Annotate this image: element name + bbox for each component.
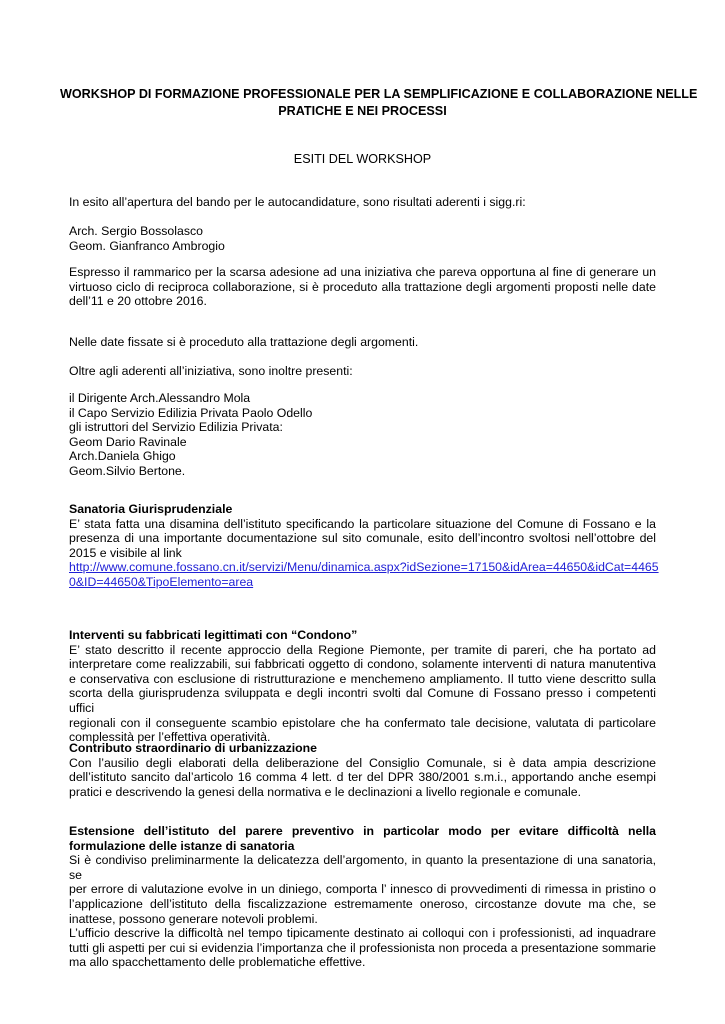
section-condono: Interventi su fabbricati legittimati con “Condono” E’ stato descritto il recente approccio della Regione Piemonte, per tramite di pareri, che ha portato ad interpretare come realizzabili, sui fabbricati oggetto di condono, solamente interventi di natura manutentiva e conservativa con esclusione di ristrutturazione e menchemeno ampliamento. Il tutto viene descritto sulla scorta della giurisprudenza sviluppata e degli incontri svolti dal Comune di Fossano presso i competenti uffici regionali con il conseguente scambio epistolare che ha confermato tale decisione, valutata di particolare complessità per l’effettiva operatività. xyxy=(69,628,656,745)
section-heading: Sanatoria Giurisprudenziale xyxy=(69,502,233,516)
section-heading: Contributo straordinario di urbanizzazione xyxy=(69,741,317,755)
section-heading: Interventi su fabbricati legittimati con “Condono” xyxy=(69,628,358,642)
section-sanatoria: Sanatoria Giurisprudenziale E’ stata fatta una disamina dell’istituto specificando la particolare situazione del Comune di Fossano e la presenza di una importante documentazione sul sito comunale, esito dell’incontro svoltosi nell’ottobre del 2015 e visibile al link http://www.comune.fossano.cn.it/servizi/Menu/dinamica.aspx?idSezione=17150&idArea=44650&idCat=4465 0&ID=44650&TipoElemento=area xyxy=(69,502,659,589)
fossano-link[interactable]: http://www.comune.fossano.cn.it/servizi/Menu/dinamica.aspx?idSezione=17150&idArea=44650&idCat=4465 0&ID=44650&TipoElemento=area xyxy=(69,560,659,589)
section-heading-cont: formulazione delle istanze di sanatoria xyxy=(69,838,295,853)
intro-paragraph: In esito all’apertura del bando per le autocandidature, sono risultati aderenti i sigg.ri: xyxy=(69,195,526,209)
attendee-item: gli istruttori del Servizio Edilizia Privata: xyxy=(69,420,283,435)
regret-paragraph: Espresso il rammarico per la scarsa adesione ad una iniziativa che pareva opportuna al fine di generare un virtuoso ciclo di reciproca collaborazione, si è proceduto alla trattazione degli argomenti proposti nelle date dell’11 e 20 ottobre 2016. xyxy=(69,265,656,309)
others-intro: Oltre agli aderenti all’iniziativa, sono inoltre presenti: xyxy=(69,364,353,378)
adherent-item: Arch. Sergio Bossolasco xyxy=(69,224,203,238)
section-heading: Estensione dell’istituto del parere preventivo in particolar modo per evitare difficoltà nella xyxy=(69,824,656,838)
section-parere-preventivo: Estensione dell’istituto del parere preventivo in particolar modo per evitare difficoltà nella formulazione delle istanze di sanatoria Si è condiviso preliminarmente la delicatezza dell’argomento, in quanto la presentazione di una sanatoria, se per errore di valutazione evolve in un diniego, comporta l’ innesco di provvedimenti di rimessa in pristino o l’applicazione dell’istituto della fiscalizzazione estremamente oneroso, circostanze dovute ma che, se inattese, possono generare notevoli problemi. L’ufficio descrive la difficoltà nel tempo tipicamente destinato ai colloqui con i professionisti, ad inquadrare tutti gli aspetti per cui si evidenzia l’importanza che il professionista non proceda a presentazione sommarie ma allo spacchettamento delle problematiche effettive. xyxy=(69,824,656,970)
attendee-item: il Capo Servizio Edilizia Privata Paolo Odello xyxy=(69,405,313,420)
document-title: WORKSHOP DI FORMAZIONE PROFESSIONALE PER LA SEMPLIFICAZIONE E COLLABORAZIONE NELLE PRATICHE E NEI PROCESSI xyxy=(60,87,698,118)
section-contributo: Contributo straordinario di urbanizzazione Con l’ausilio degli elaborati della deliberazione del Consiglio Comunale, si è data ampia descrizione dell’istituto sancito dal’articolo 16 comma 4 lett. d ter del DPR 380/2001 s.m.i., apportando anche esempi pratici e descrivendo la genesi della normativa e le declinazioni a livello regionale e comunale. xyxy=(69,741,656,799)
attendee-item: Geom.Silvio Bertone. xyxy=(69,463,186,478)
attendee-item: Arch.Daniela Ghigo xyxy=(69,449,176,464)
adherents-list xyxy=(69,224,656,253)
attendees-list xyxy=(69,391,656,479)
attendee-item: Geom Dario Ravinale xyxy=(69,434,187,449)
document-subtitle: ESITI DEL WORKSHOP xyxy=(293,152,432,166)
adherent-item: Geom. Gianfranco Ambrogio xyxy=(69,238,225,253)
attendee-item: il Dirigente Arch.Alessandro Mola xyxy=(69,391,251,405)
dates-note: Nelle date fissate si è proceduto alla trattazione degli argomenti. xyxy=(69,335,419,349)
